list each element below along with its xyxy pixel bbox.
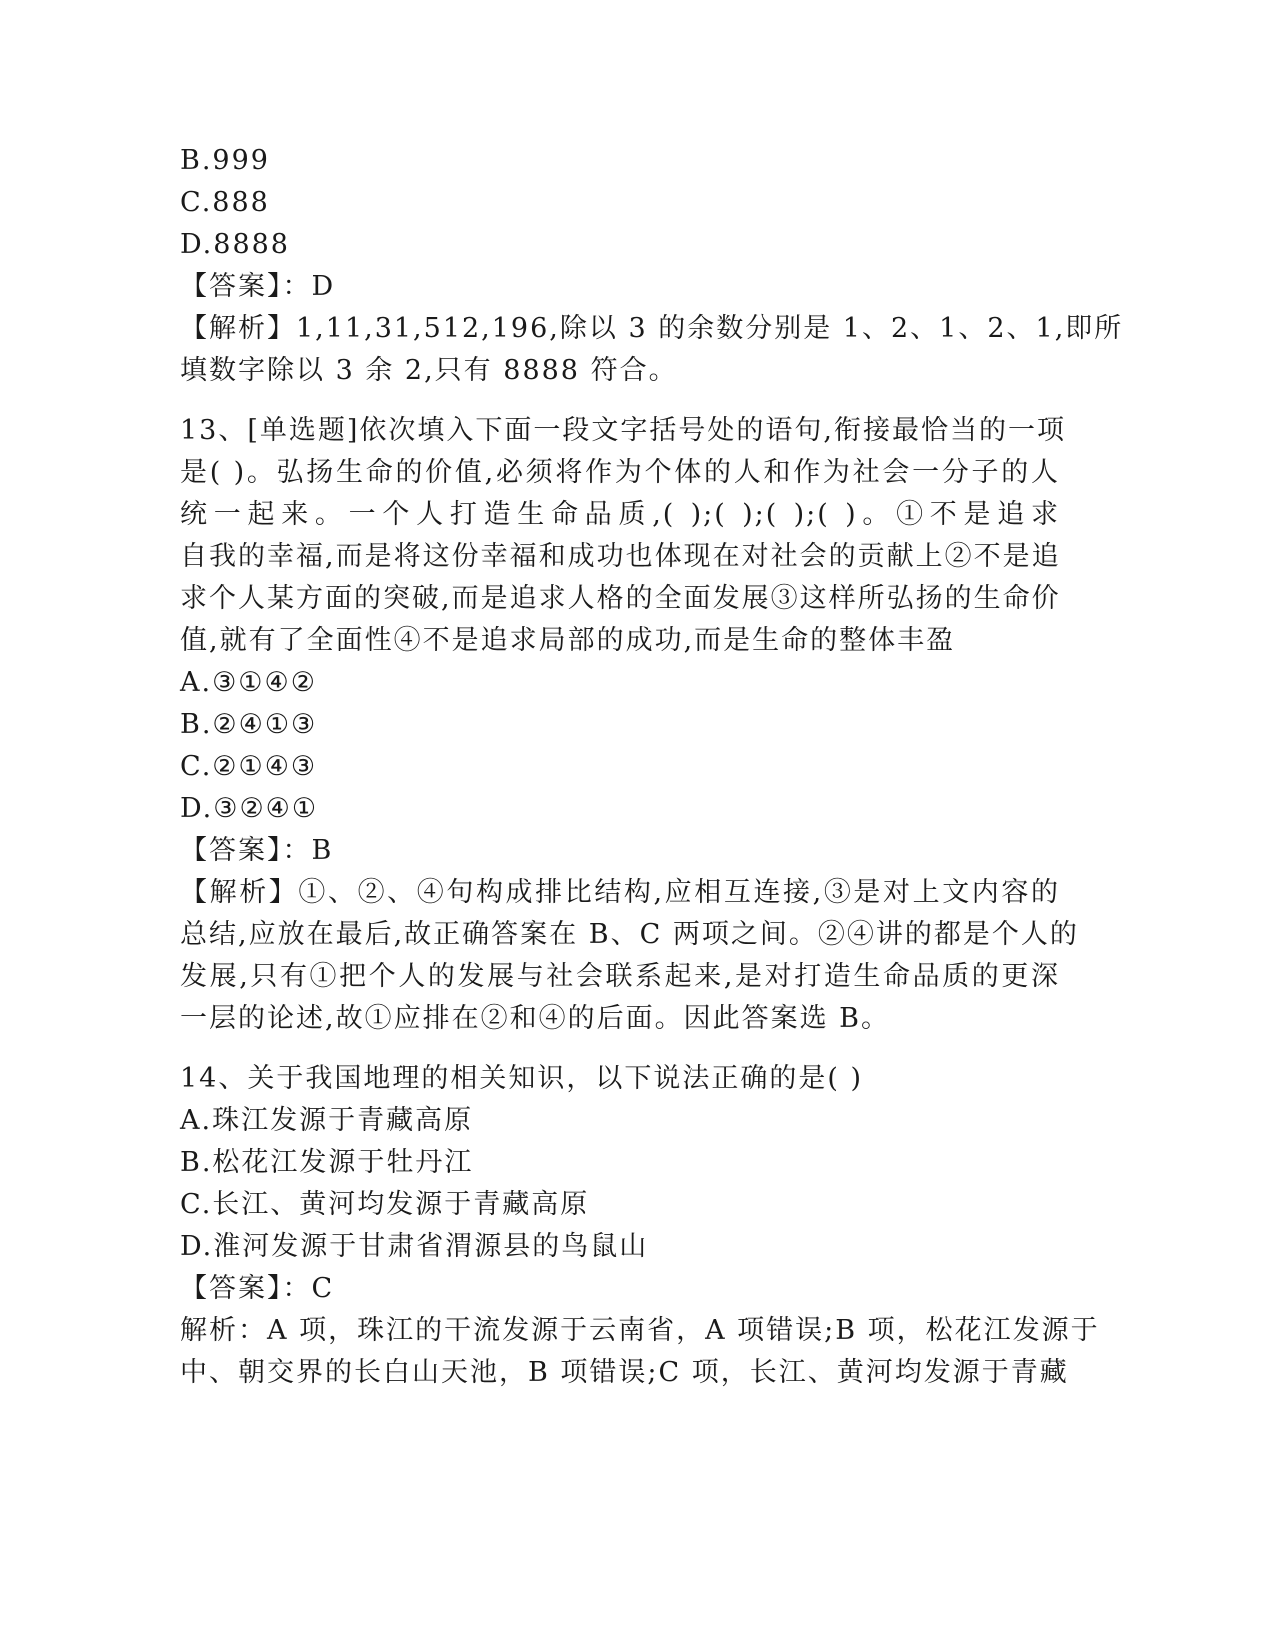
analysis-line: 填数字除以 3 余 2,只有 8888 符合。 <box>180 355 678 386</box>
question-stem-line: 是( )。弘扬生命的价值,必须将作为个体的人和作为社会一分子的人 <box>180 457 1060 488</box>
question-stem-line: 统一起来。一个人打造生命品质,( );( );( );( )。①不是追求 <box>180 499 1060 530</box>
option-d: D.③②④① <box>180 793 319 824</box>
answer-line: 【答案】：D <box>180 271 336 302</box>
analysis-line: 解析：A 项，珠江的干流发源于云南省，A 项错误;B 项，松花江发源于 <box>180 1315 1100 1346</box>
answer-line: 【答案】：C <box>180 1273 335 1304</box>
analysis-line: 一层的论述,故①应排在②和④的后面。因此答案选 B。 <box>180 1003 891 1034</box>
analysis-line: 中、朝交界的长白山天池，B 项错误;C 项，长江、黄河均发源于青藏 <box>180 1357 1069 1388</box>
question-stem-line: 14、关于我国地理的相关知识，以下说法正确的是( ) <box>180 1063 864 1094</box>
question-stem-line: 值,就有了全面性④不是追求局部的成功,而是生命的整体丰盈 <box>180 625 956 656</box>
option-d: D.淮河发源于甘肃省渭源县的鸟鼠山 <box>180 1231 649 1262</box>
document-page <box>180 140 1124 1394</box>
option-b: B.999 <box>180 145 270 176</box>
analysis-line: 【解析】①、②、④句构成排比结构,应相互连接,③是对上文内容的 <box>180 877 1060 908</box>
question-stem-line: 求个人某方面的突破,而是追求人格的全面发展③这样所弘扬的生命价 <box>180 583 1061 614</box>
question-stem-line: 13、[单选题]依次填入下面一段文字括号处的语句,衔接最恰当的一项 <box>180 415 1067 446</box>
question-12 <box>180 140 1124 392</box>
option-c: C.②①④③ <box>180 751 318 782</box>
analysis-line: 发展,只有①把个人的发展与社会联系起来,是对打造生命品质的更深 <box>180 961 1060 992</box>
option-c: C.长江、黄河均发源于青藏高原 <box>180 1189 590 1220</box>
option-a: A.③①④② <box>180 667 317 698</box>
option-a: A.珠江发源于青藏高原 <box>180 1105 474 1136</box>
option-b: B.松花江发源于牡丹江 <box>180 1147 474 1178</box>
option-c: C.888 <box>180 187 270 218</box>
question-14 <box>180 1058 1100 1394</box>
question-stem-line: 自我的幸福,而是将这份幸福和成功也体现在对社会的贡献上②不是追 <box>180 541 1061 572</box>
option-d: D.8888 <box>180 229 290 260</box>
analysis-line: 总结,应放在最后,故正确答案在 B、C 两项之间。②④讲的都是个人的 <box>180 919 1079 950</box>
question-13 <box>180 410 1079 1040</box>
option-b: B.②④①③ <box>180 709 318 740</box>
answer-line: 【答案】：B <box>180 835 334 866</box>
analysis-line: 【解析】1,11,31,512,196,除以 3 的余数分别是 1、2、1、2、1,即所 <box>180 313 1124 344</box>
